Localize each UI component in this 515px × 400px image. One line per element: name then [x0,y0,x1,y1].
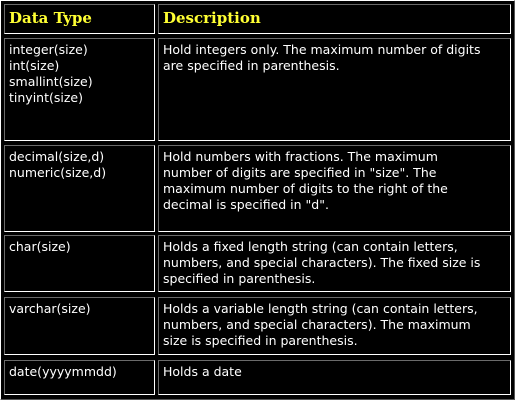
description-cell-varchar [158,297,511,355]
description-line: Holds a date [163,364,242,379]
header-data-type: Data Type [4,4,155,34]
description-cell-char [158,235,511,292]
type-name: varchar(size) [9,301,91,316]
description-cell-date [158,360,511,395]
description-line: specified in parenthesis. [163,271,316,286]
type-cell-date [4,360,155,395]
description-cell-decimal [158,145,511,232]
type-name: smallint(size) [9,74,93,89]
description-line: numbers, and special characters). The maximum [163,317,471,332]
description-cell-integer [158,38,511,141]
type-name: tinyint(size) [9,90,83,105]
description-line: Hold numbers with fractions. The maximum [163,149,438,164]
type-cell-varchar [4,297,155,355]
description-line: Holds a fixed length string (can contain letters, [163,239,458,254]
type-name: integer(size) [9,42,88,57]
type-name: decimal(size,d) [9,149,105,164]
description-line: are specified in parenthesis. [163,58,340,73]
description-line: Holds a variable length string (can contain letters, [163,301,478,316]
description-line: size is specified in parenthesis. [163,333,358,348]
description-line: decimal is specified in "d". [163,197,329,212]
type-name: date(yyyymmdd) [9,364,117,379]
type-cell-integer [4,38,155,141]
description-line: numbers, and special characters). The fixed size is [163,255,481,270]
description-line: maximum number of digits to the right of the [163,181,448,196]
description-line: Hold integers only. The maximum number of digits [163,42,481,57]
type-name: numeric(size,d) [9,165,107,180]
header-description: Description [158,4,511,34]
type-name: char(size) [9,239,71,254]
type-cell-char [4,235,155,292]
description-line: number of digits are specified in "size". The [163,165,437,180]
type-name: int(size) [9,58,60,73]
type-cell-decimal [4,145,155,232]
